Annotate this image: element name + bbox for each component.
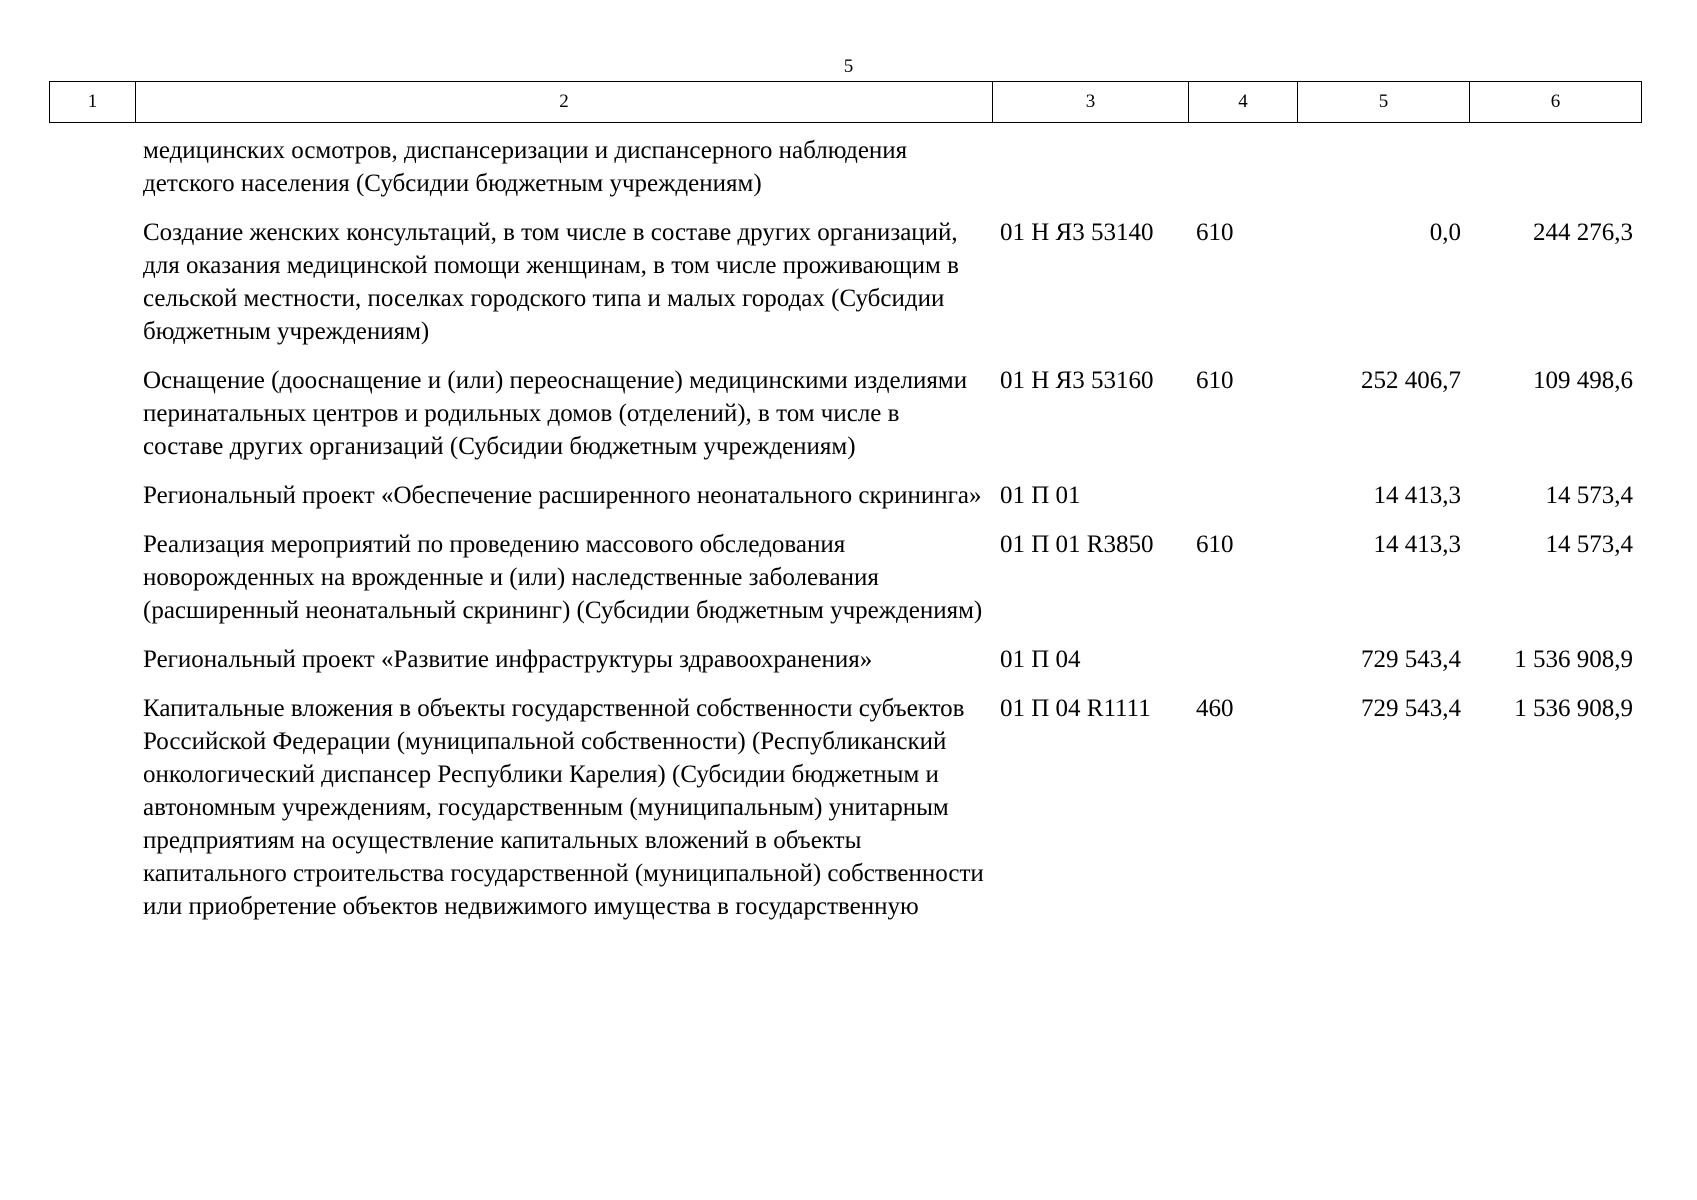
row-description: Капитальные вложения в объекты государственной собственности субъектов Российской Федерации (муниципальной собственности) (Республиканский онкологический диспансер Республики Карелия) (Субсидии бюджетным и автономным учреждениям, государственным (муниципальным) унитарным предприятиям на осуществление капитальных вложений в объекты капитального строительства государственной (муниципальной) собственности или приобретение объектов недвижимого имущества в государственную <box>143 695 984 920</box>
column-header-3: 3 <box>993 82 1189 123</box>
row-value-5: 0,0 <box>1429 219 1461 246</box>
table-row <box>49 364 1641 463</box>
row-type <box>1188 479 1297 512</box>
row-number-cell <box>49 364 135 463</box>
row-type: 610 <box>1196 367 1234 394</box>
row-value-5 <box>1297 134 1469 200</box>
row-code: 01 П 04 <box>1000 646 1081 673</box>
row-description: Создание женских консультаций, в том числе в составе других организаций, для оказания медицинской помощи женщинам, в том числе проживающим в сельской местности, поселках городского типа и малых городах (Субсидии бюджетным учреждениям) <box>143 219 959 345</box>
column-header-5: 5 <box>1298 82 1470 123</box>
row-number-cell <box>49 692 135 923</box>
row-value-5: 14 413,3 <box>1373 531 1461 558</box>
column-header-2: 2 <box>136 82 993 123</box>
row-type: 610 <box>1196 219 1234 246</box>
row-code: 01 П 01 R3850 <box>1000 531 1154 558</box>
column-header-row <box>50 82 1642 123</box>
row-value-5: 14 413,3 <box>1373 482 1461 509</box>
row-code: 01 Н Я3 53160 <box>1000 367 1154 394</box>
row-description: Реализация мероприятий по проведению массового обследования новорожденных на врожденные и (или) наследственные заболевания (расширенный неонатальный скрининг) (Субсидии бюджетным учреждениям) <box>143 531 983 624</box>
row-value-6: 1 536 908,9 <box>1514 646 1633 673</box>
row-value-6: 244 276,3 <box>1533 219 1633 246</box>
row-code: 01 П 04 R1111 <box>1000 695 1151 722</box>
row-value-5: 252 406,7 <box>1361 367 1461 394</box>
table-row <box>49 134 1641 200</box>
row-value-5: 729 543,4 <box>1361 695 1461 722</box>
row-code <box>992 134 1188 200</box>
column-header-table <box>49 81 1642 123</box>
table-row <box>49 692 1641 923</box>
row-value-6: 14 573,4 <box>1545 482 1633 509</box>
row-value-6: 1 536 908,9 <box>1514 695 1633 722</box>
row-value-6: 14 573,4 <box>1545 531 1633 558</box>
row-number-cell <box>49 216 135 348</box>
row-code: 01 П 01 <box>1000 482 1081 509</box>
table-row <box>49 643 1641 676</box>
table-row <box>49 216 1641 348</box>
row-description: Оснащение (дооснащение и (или) переоснащение) медицинскими изделиями перинатальных центров и родильных домов (отделений), в том числе в составе других организаций (Субсидии бюджетным учреждениям) <box>143 367 968 460</box>
row-number-cell <box>49 479 135 512</box>
row-type <box>1188 134 1297 200</box>
table-body <box>49 134 1641 939</box>
row-type: 460 <box>1196 695 1234 722</box>
row-type <box>1188 643 1297 676</box>
row-value-5: 729 543,4 <box>1361 646 1461 673</box>
page-number: 5 <box>843 56 854 77</box>
column-header-6: 6 <box>1470 82 1642 123</box>
row-description: медицинских осмотров, диспансеризации и диспансерного наблюдения детского населения (Субсидии бюджетным учреждениям) <box>143 137 908 197</box>
column-header-1: 1 <box>50 82 136 123</box>
row-number-cell <box>49 643 135 676</box>
row-code: 01 Н Я3 53140 <box>1000 219 1154 246</box>
column-header-4: 4 <box>1189 82 1298 123</box>
row-type: 610 <box>1196 531 1234 558</box>
row-number-cell <box>49 528 135 627</box>
row-description: Региональный проект «Обеспечение расширенного неонатального скрининга» <box>143 482 982 509</box>
table-row <box>49 479 1641 512</box>
row-description: Региональный проект «Развитие инфраструктуры здравоохранения» <box>143 646 873 673</box>
row-value-6 <box>1469 134 1641 200</box>
row-number-cell <box>49 134 135 200</box>
table-row <box>49 528 1641 627</box>
row-value-6: 109 498,6 <box>1533 367 1633 394</box>
